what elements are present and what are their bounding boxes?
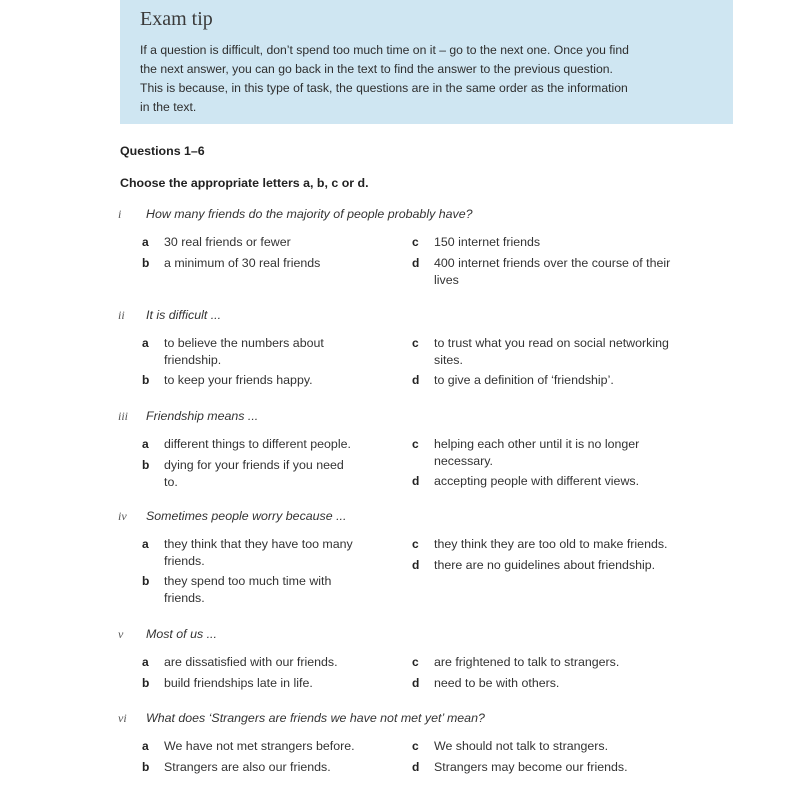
option-text-line: are frightened to talk to strangers. [434, 655, 620, 669]
questions-instruction: Choose the appropriate letters a, b, c or d. [120, 176, 369, 190]
question-text: Most of us ... [146, 627, 217, 641]
option-text-line: to keep your friends happy. [164, 373, 313, 387]
option-text [434, 255, 670, 289]
question-number: i [118, 207, 122, 221]
option-text-line: 30 real friends or fewer [164, 235, 291, 249]
question-row [118, 711, 758, 729]
question-text: What does ‘Strangers are friends we have not met yet’ mean? [146, 711, 485, 725]
option-text [164, 255, 320, 272]
exam-tip-line: This is because, in this type of task, the questions are in the same order as the information [140, 81, 628, 95]
exam-tip-title: Exam tip [140, 8, 213, 30]
question-4 [118, 509, 758, 527]
option-text [164, 335, 324, 369]
option-text-line: We have not met strangers before. [164, 739, 355, 753]
option-letter: b [142, 373, 150, 387]
option-letter: b [142, 256, 150, 270]
option-text [164, 536, 353, 570]
option-text-line: sites. [434, 353, 463, 367]
question-row [118, 207, 758, 225]
option-text-line: friends. [164, 591, 205, 605]
option-text-line: to give a definition of ‘friendship’. [434, 373, 614, 387]
option-text-line: they spend too much time with [164, 574, 332, 588]
option-text-line: 400 internet friends over the course of their [434, 256, 671, 270]
option-text [434, 675, 559, 692]
question-number: iii [118, 409, 129, 423]
questions-heading: Questions 1–6 [120, 144, 205, 158]
option-text-line: We should not talk to strangers. [434, 739, 609, 753]
option-text-line: Strangers may become our friends. [434, 760, 628, 774]
option-text [434, 536, 668, 553]
question-5 [118, 627, 758, 645]
option-text-line: accepting people with different views. [434, 474, 640, 488]
option-letter: a [142, 655, 149, 669]
exam-tip-line: the next answer, you can go back in the text to find the answer to the previous question. [140, 62, 613, 76]
option-text [164, 654, 338, 671]
option-text [164, 436, 351, 453]
option-text-line: need to be with others. [434, 676, 560, 690]
option-text [164, 675, 313, 692]
option-letter: a [142, 235, 149, 249]
option-letter: c [412, 235, 419, 249]
option-text-line: they think that they have too many [164, 537, 353, 551]
option-text-line: different things to different people. [164, 437, 351, 451]
option-letter: b [142, 574, 150, 588]
question-row [118, 627, 758, 645]
option-letter: c [412, 437, 419, 451]
question-2 [118, 308, 758, 326]
question-number: v [118, 627, 124, 641]
option-text-line: friends. [164, 554, 205, 568]
question-number: vi [118, 711, 127, 725]
option-letter: c [412, 655, 419, 669]
option-text-line: are dissatisfied with our friends. [164, 655, 338, 669]
question-number: ii [118, 308, 125, 322]
option-text-line: helping each other until it is no longer [434, 437, 640, 451]
option-text-line: to trust what you read on social networking [434, 336, 669, 350]
option-letter: b [142, 760, 150, 774]
option-text [434, 335, 669, 369]
option-text [164, 457, 344, 491]
question-6 [118, 711, 758, 729]
option-text [164, 759, 331, 776]
question-number: iv [118, 509, 127, 523]
option-text [434, 557, 655, 574]
exam-tip-line: in the text. [140, 100, 197, 114]
option-text [434, 473, 639, 490]
question-row [118, 509, 758, 527]
option-text [434, 654, 619, 671]
option-letter: b [142, 676, 150, 690]
question-text: Friendship means ... [146, 409, 259, 423]
option-text [164, 573, 331, 607]
option-text-line: build friendships late in life. [164, 676, 313, 690]
option-text [434, 234, 540, 251]
option-letter: a [142, 437, 149, 451]
option-letter: a [142, 336, 149, 350]
question-row [118, 409, 758, 427]
option-letter: c [412, 739, 419, 753]
question-text: Sometimes people worry because ... [146, 509, 347, 523]
option-text-line: friendship. [164, 353, 222, 367]
option-letter: a [142, 739, 149, 753]
question-text: How many friends do the majority of people probably have? [146, 207, 473, 221]
option-text-line: dying for your friends if you need [164, 458, 344, 472]
option-letter: d [412, 256, 420, 270]
option-letter: c [412, 336, 419, 350]
option-text-line: 150 internet friends [434, 235, 541, 249]
option-text [434, 759, 628, 776]
question-1 [118, 207, 758, 225]
option-text [434, 738, 608, 755]
option-letter: d [412, 558, 420, 572]
option-letter: c [412, 537, 419, 551]
option-text-line: there are no guidelines about friendship. [434, 558, 656, 572]
option-letter: d [412, 676, 420, 690]
option-text-line: to believe the numbers about [164, 336, 324, 350]
option-text [164, 234, 291, 251]
option-text-line: to. [164, 475, 178, 489]
option-letter: d [412, 373, 420, 387]
option-text [434, 436, 639, 470]
exam-tip-box [120, 0, 733, 124]
option-text [164, 738, 355, 755]
question-3 [118, 409, 758, 427]
option-letter: d [412, 474, 420, 488]
exam-tip-line: If a question is difficult, don’t spend too much time on it – go to the next one. Once you find [140, 43, 629, 57]
option-text [434, 372, 614, 389]
option-letter: a [142, 537, 149, 551]
option-text [164, 372, 313, 389]
exam-tip-text [140, 41, 719, 117]
option-text-line: lives [434, 273, 459, 287]
option-letter: d [412, 760, 420, 774]
option-text-line: Strangers are also our friends. [164, 760, 331, 774]
option-text-line: they think they are too old to make friends. [434, 537, 668, 551]
option-text-line: a minimum of 30 real friends [164, 256, 321, 270]
option-text-line: necessary. [434, 454, 493, 468]
question-text: It is difficult ... [146, 308, 222, 322]
question-row [118, 308, 758, 326]
option-letter: b [142, 458, 150, 472]
